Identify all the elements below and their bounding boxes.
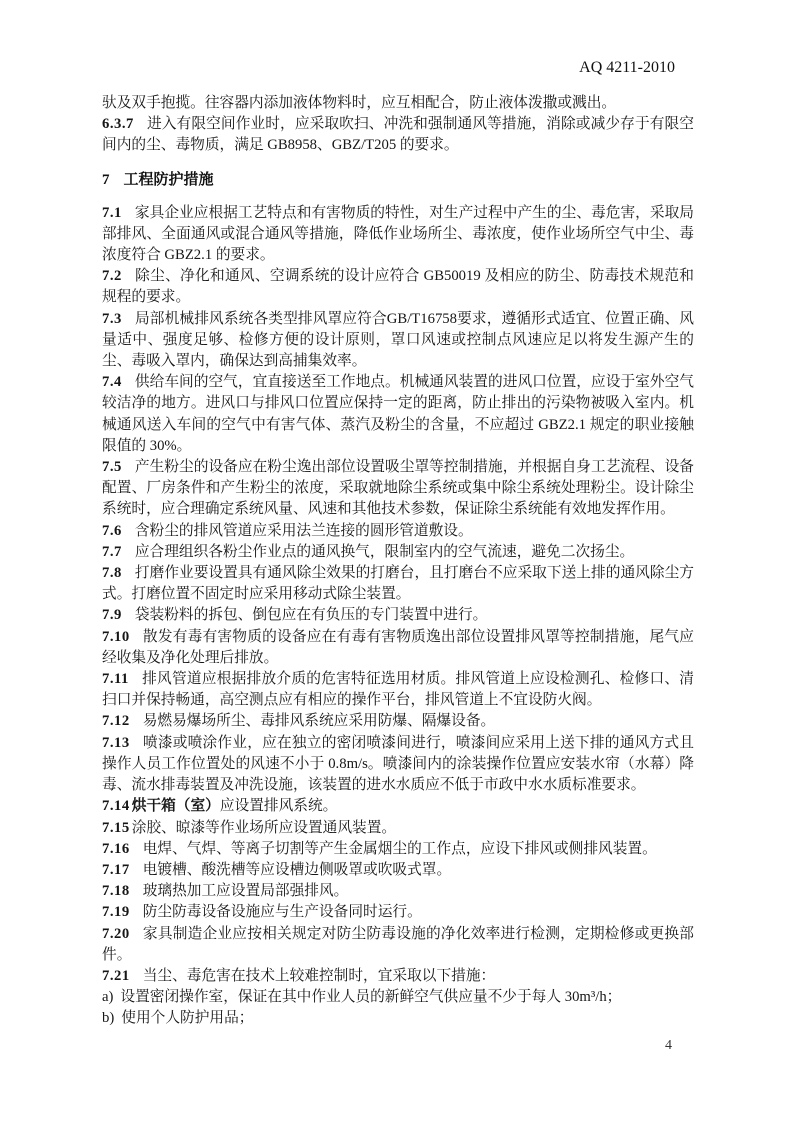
paragraph: 7.16 电焊、气焊、等离子切割等产生金属烟尘的工作点，应设下排风或侧排风装置。: [102, 840, 657, 857]
clause-number: 7.21: [102, 967, 130, 984]
list-item-label: b): [102, 1010, 115, 1027]
paragraph: 7.13 喷漆或喷涂作业，应在独立的密闭喷漆间进行，喷漆间应采用上送下排的通风方式且操作人员工作位置处的风速不小于 0.8m/s。喷漆间内的涂装操作位置应安装水帘（水幕）降毒、流水排毒装置及冲洗设施，该装置的进水水质应不低于市政中水水质标准要求。: [102, 734, 694, 794]
section-number: 7: [102, 171, 110, 188]
clause-number: 7.3: [102, 310, 122, 327]
section-heading: [102, 170, 694, 191]
paragraph: 7.21 当尘、毒危害在技术上较难控制时，宜采取以下措施：: [102, 967, 496, 984]
clause-number: 7.11: [102, 671, 129, 688]
clause-number: 7.6: [102, 522, 122, 539]
clause-number: 7.13: [102, 734, 130, 751]
paragraph: 7.14 烘干箱（室）应设置排风系统。: [102, 798, 338, 815]
paragraph: 7.5 产生粉尘的设备应在粉尘逸出部位设置吸尘罩等控制措施，并根据自身工艺流程、设备配置、厂房条件和产生粉尘的浓度，采取就地除尘系统或集中除尘系统处理粉尘。设计除尘系统时，应合理确定系统风量、风速和其他技术参数，保证除尘系统能有效地发挥作用。: [102, 459, 694, 518]
clause-number: 7.10: [102, 628, 130, 645]
paragraph: a) 设置密闭操作室，保证在其中作业人员的新鲜空气供应量不少于每人 30m³/h；: [102, 989, 622, 1006]
paragraph: 7.17 电镀槽、酸洗槽等应设槽边侧吸罩或吹吸式罩。: [102, 861, 452, 878]
clause-number: 7.16: [102, 840, 130, 857]
clause-number: 7.1: [102, 204, 122, 221]
clause-number: 7.17: [102, 861, 130, 878]
clause-number: 7.14: [102, 798, 130, 815]
clause-number: 7.8: [102, 565, 122, 582]
clause-number: 7.15: [102, 819, 130, 836]
paragraph: 7.2 除尘、净化和通风、空调系统的设计应符合 GB50019 及相应的防尘、防毒技术规范和规程的要求。: [102, 268, 694, 306]
clause-number: 7.20: [102, 925, 130, 942]
clause-number: 7.9: [102, 607, 122, 624]
page-number: 4: [665, 1038, 672, 1053]
paragraph: 7.18 玻璃热加工应设置局部强排风。: [102, 883, 349, 900]
clause-number: 7.2: [102, 268, 122, 285]
paragraph: 7.12 易燃易爆场所尘、毒排风系统应采用防爆、隔爆设备。: [102, 713, 496, 730]
paragraph: 7.10 散发有毒有害物质的设备应在有毒有害物质逸出部位设置排风罩等控制措施，尾气应经收集及净化处理后排放。: [102, 628, 694, 666]
clause-bold-lead: 烘干箱（室）: [131, 798, 220, 815]
paragraph: 驮及双手抱揽。往容器内添加液体物料时，应互相配合，防止液体泼撒或溅出。: [102, 95, 617, 111]
paragraph: 7.4 供给车间的空气，宜直接送至工作地点。机械通风装置的进风口位置，应设于室外空气较洁净的地方。进风口与排风口位置应保持一定的距离，防止排出的污染物被吸入室内。机械通风送入车间的空气中有害气体、蒸汽及粉尘的含量，不应超过 GBZ2.1 规定的职业接触限值的 30%。: [102, 374, 694, 454]
paragraph: 7.19 防尘防毒设备设施应与生产设备同时运行。: [102, 904, 422, 921]
clause-number: 7.18: [102, 883, 130, 900]
paragraph: 7.7 应合理组织各粉尘作业点的通风换气，限制室内的空气流速，避免二次扬尘。: [102, 543, 635, 560]
paragraph: 7.1 家具企业应根据工艺特点和有害物质的特性，对生产过程中产生的尘、毒危害，采取局部排风、全面通风或混合通风等措施，降低作业场所尘、毒浓度，使作业场所空气中尘、毒浓度符合 GBZ2.1 的要求。: [102, 204, 694, 264]
page-header-standard-number: AQ 4211-2010: [579, 59, 675, 76]
list-item-label: a): [102, 989, 114, 1006]
clause-number: 7.4: [102, 374, 122, 391]
clause-number: 7.5: [102, 459, 122, 476]
paragraph: 7.3 局部机械排风系统各类型排风罩应符合GB/T16758要求，遵循形式适宜、位置正确、风量适中、强度足够、检修方便的设计原则，罩口风速或控制点风速应足以将发生源产生的尘、毒吸入罩内，确保达到高捕集效率。: [102, 310, 694, 370]
paragraph: 7.8 打磨作业要设置具有通风除尘效果的打磨台，且打磨台不应采取下送上排的通风除尘方式。打磨位置不固定时应采用移动式除尘装置。: [102, 565, 694, 603]
section-title: 工程防护措施: [123, 171, 214, 188]
paragraph: 7.15 涂胶、晾漆等作业场所应设置通风装置。: [102, 819, 397, 836]
clause-number: 7.19: [102, 904, 130, 921]
paragraph: 7.9 袋装粉料的拆包、倒包应在有负压的专门装置中进行。: [102, 607, 488, 624]
paragraph: 7.20 家具制造企业应按相关规定对防尘防毒设施的净化效率进行检测，定期检修或更换部件。: [102, 925, 694, 963]
paragraph: 7.6 含粉尘的排风管道应采用法兰连接的圆形管道敷设。: [102, 522, 473, 539]
clause-number: 6.3.7: [102, 116, 134, 133]
paragraph: 7.11 排风管道应根据排放介质的危害特征选用材质。排风管道上应设检测孔、检修口、清扫口并保持畅通，高空测点应有相应的操作平台，排风管道上不宜设防火阀。: [102, 671, 694, 709]
sub-list: [102, 987, 694, 1029]
document-body: [102, 93, 694, 1030]
clause-paragraphs: [102, 203, 694, 988]
paragraph: b) 使用个人防护用品；: [102, 1010, 254, 1027]
paragraph: 6.3.7 进入有限空间作业时，应采取吹扫、冲洗和强制通风等措施，消除或减少存于有限空间内的尘、毒物质，满足 GB8958、GBZ/T205 的要求。: [102, 116, 694, 154]
clause-number: 7.7: [102, 543, 122, 560]
intro-paragraphs: [102, 93, 694, 157]
clause-number: 7.12: [102, 713, 130, 730]
